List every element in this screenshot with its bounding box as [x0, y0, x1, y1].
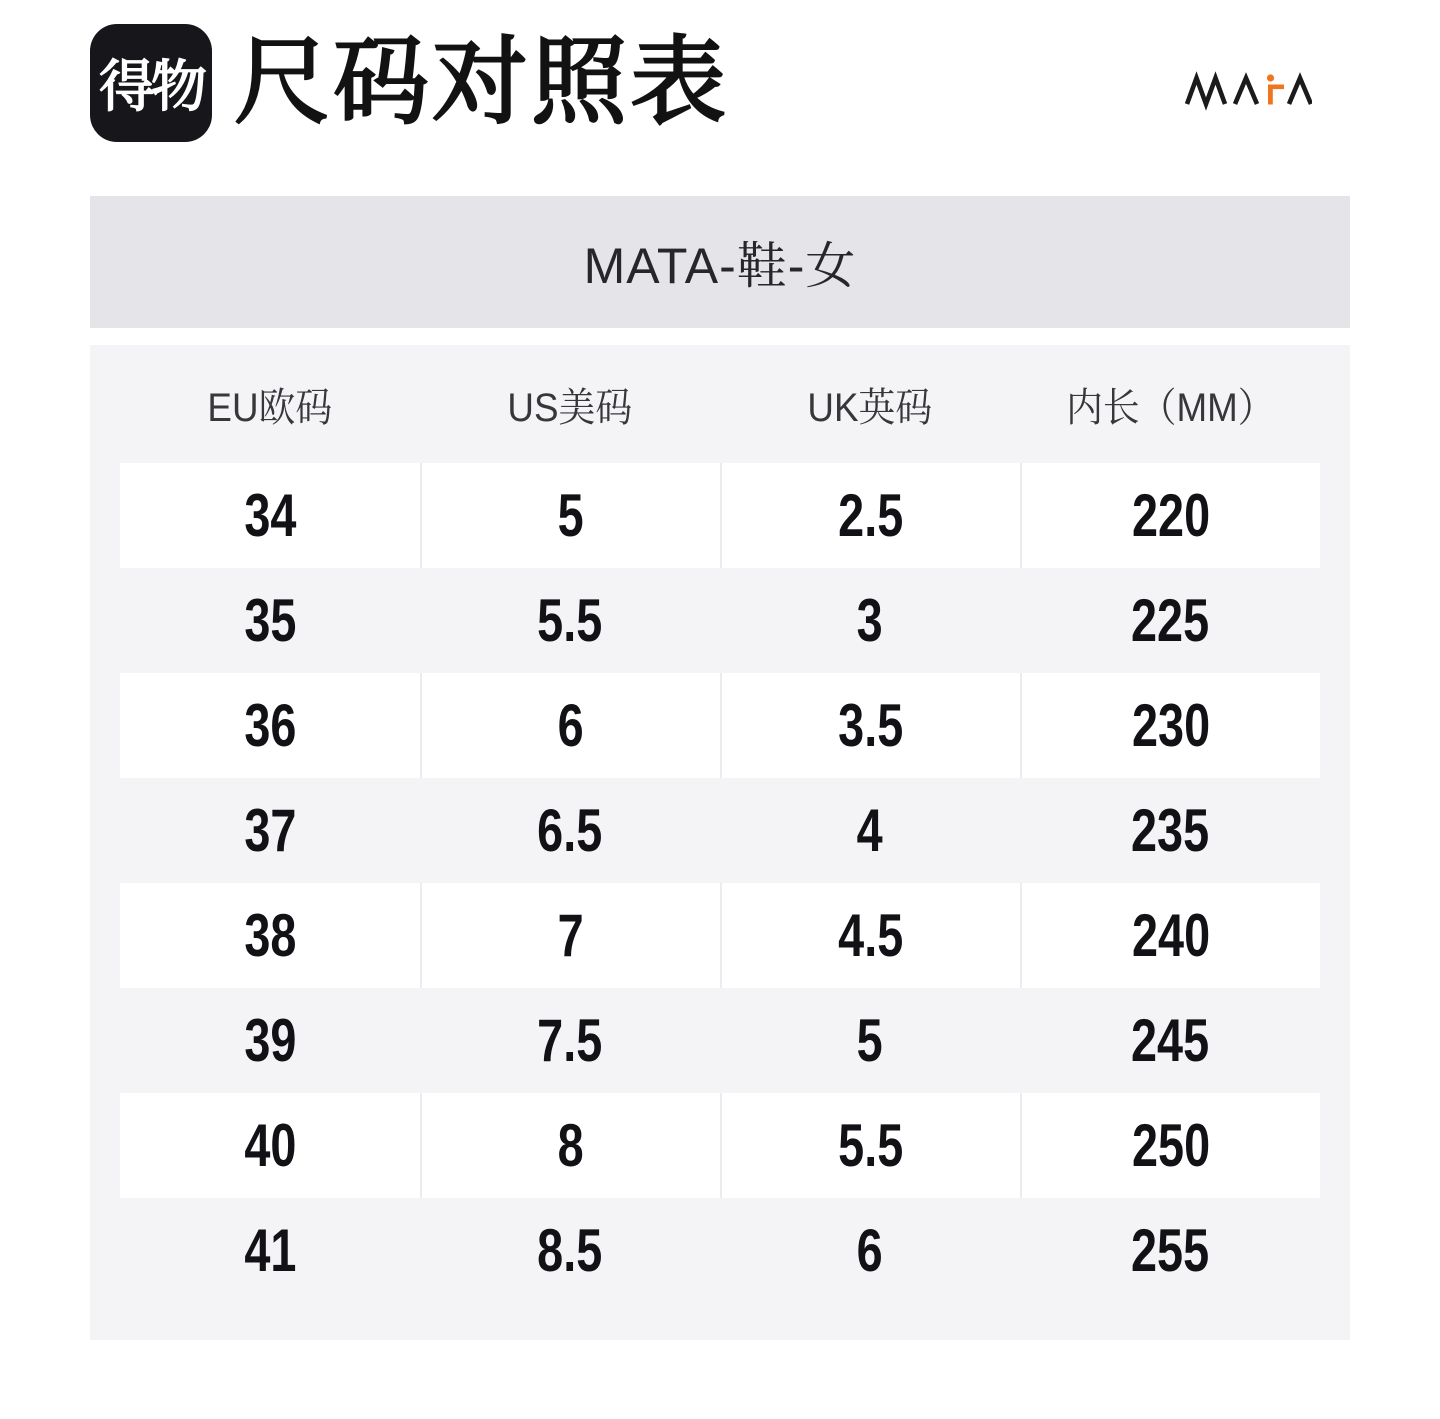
size-cell: [120, 673, 420, 778]
size-table-header: [120, 345, 1320, 463]
size-value: 255: [1130, 1216, 1210, 1284]
size-cell: [120, 988, 420, 1093]
size-cell: [420, 1198, 720, 1303]
size-cell: [420, 673, 720, 778]
column-header: [420, 376, 720, 433]
size-cell: [720, 1093, 1020, 1198]
size-cell: [1020, 1198, 1320, 1303]
size-cell: [1020, 1093, 1320, 1198]
size-cell: [720, 673, 1020, 778]
column-header-label: UK英码: [807, 385, 933, 430]
size-cell: [120, 463, 420, 568]
size-cell: [420, 1093, 720, 1198]
mata-letter-a1: [1235, 78, 1257, 104]
size-cell: [720, 778, 1020, 883]
size-cell: [720, 988, 1020, 1093]
size-value: 5.5: [838, 1111, 904, 1179]
product-band-label: MATA-鞋-女: [583, 238, 857, 294]
size-value: 34: [243, 481, 297, 549]
column-header-label: EU欧码: [207, 385, 333, 430]
size-cell: [1020, 883, 1320, 988]
size-value: 35: [243, 586, 297, 654]
size-value: 37: [243, 796, 297, 864]
table-row: [120, 673, 1320, 778]
size-cell: [420, 883, 720, 988]
size-value: 250: [1131, 1111, 1211, 1179]
dewu-logo-text: 得物: [99, 55, 203, 118]
table-row: [120, 1198, 1320, 1303]
table-row: [120, 883, 1320, 988]
table-row: [120, 1093, 1320, 1198]
size-cell: [1020, 568, 1320, 673]
column-header: [1020, 376, 1320, 433]
size-value: 220: [1131, 481, 1211, 549]
dewu-app-logo: [90, 24, 212, 142]
size-cell: [1020, 778, 1320, 883]
size-value: 5: [557, 481, 585, 549]
size-cell: [120, 1093, 420, 1198]
size-cell: [120, 778, 420, 883]
size-value: 3: [856, 586, 884, 654]
size-value: 8: [557, 1111, 585, 1179]
size-value: 7.5: [537, 1006, 603, 1074]
size-value: 240: [1131, 901, 1211, 969]
size-cell: [120, 1198, 420, 1303]
size-cell: [1020, 673, 1320, 778]
mata-letter-t: [1267, 74, 1284, 104]
size-value: 6.5: [537, 796, 603, 864]
size-cell: [720, 1198, 1020, 1303]
size-cell: [420, 988, 720, 1093]
size-cell: [720, 568, 1020, 673]
size-value: 39: [243, 1006, 297, 1074]
size-cell: [420, 778, 720, 883]
column-header-label: US美码: [507, 385, 633, 430]
table-row: [120, 463, 1320, 568]
mata-letter-a2: [1289, 78, 1311, 104]
size-value: 245: [1130, 1006, 1210, 1074]
size-value: 36: [243, 691, 297, 759]
size-table: [90, 345, 1350, 1340]
size-value: 235: [1130, 796, 1210, 864]
table-row: [120, 568, 1320, 673]
size-cell: [720, 883, 1020, 988]
mata-letter-m: [1187, 78, 1225, 104]
size-value: 6: [557, 691, 585, 759]
size-value: 8.5: [537, 1216, 603, 1284]
size-value: 5.5: [537, 586, 603, 654]
page-title: 尺码对照表: [234, 29, 729, 136]
brand-logo-mata: [1184, 70, 1312, 112]
size-cell: [1020, 463, 1320, 568]
mata-logo-icon: [1184, 70, 1312, 112]
size-cell: [420, 568, 720, 673]
product-band: [90, 196, 1350, 328]
size-value: 40: [243, 1111, 297, 1179]
size-value: 4: [856, 796, 884, 864]
size-value: 2.5: [838, 481, 904, 549]
size-value: 225: [1130, 586, 1210, 654]
size-value: 230: [1131, 691, 1211, 759]
size-value: 6: [856, 1216, 884, 1284]
size-cell: [120, 568, 420, 673]
size-value: 7: [557, 901, 585, 969]
size-cell: [420, 463, 720, 568]
size-cell: [720, 463, 1020, 568]
page-header: [90, 22, 729, 144]
size-value: 4.5: [838, 901, 904, 969]
column-header-label: 内长（MM）: [1065, 385, 1275, 430]
column-header: [120, 376, 420, 433]
table-row: [120, 988, 1320, 1093]
size-table-body: [120, 463, 1320, 1303]
size-value: 3.5: [838, 691, 904, 759]
table-row: [120, 778, 1320, 883]
size-value: 5: [856, 1006, 884, 1074]
size-value: 38: [243, 901, 297, 969]
size-value: 41: [243, 1216, 297, 1284]
column-header: [720, 376, 1020, 433]
size-cell: [1020, 988, 1320, 1093]
size-cell: [120, 883, 420, 988]
